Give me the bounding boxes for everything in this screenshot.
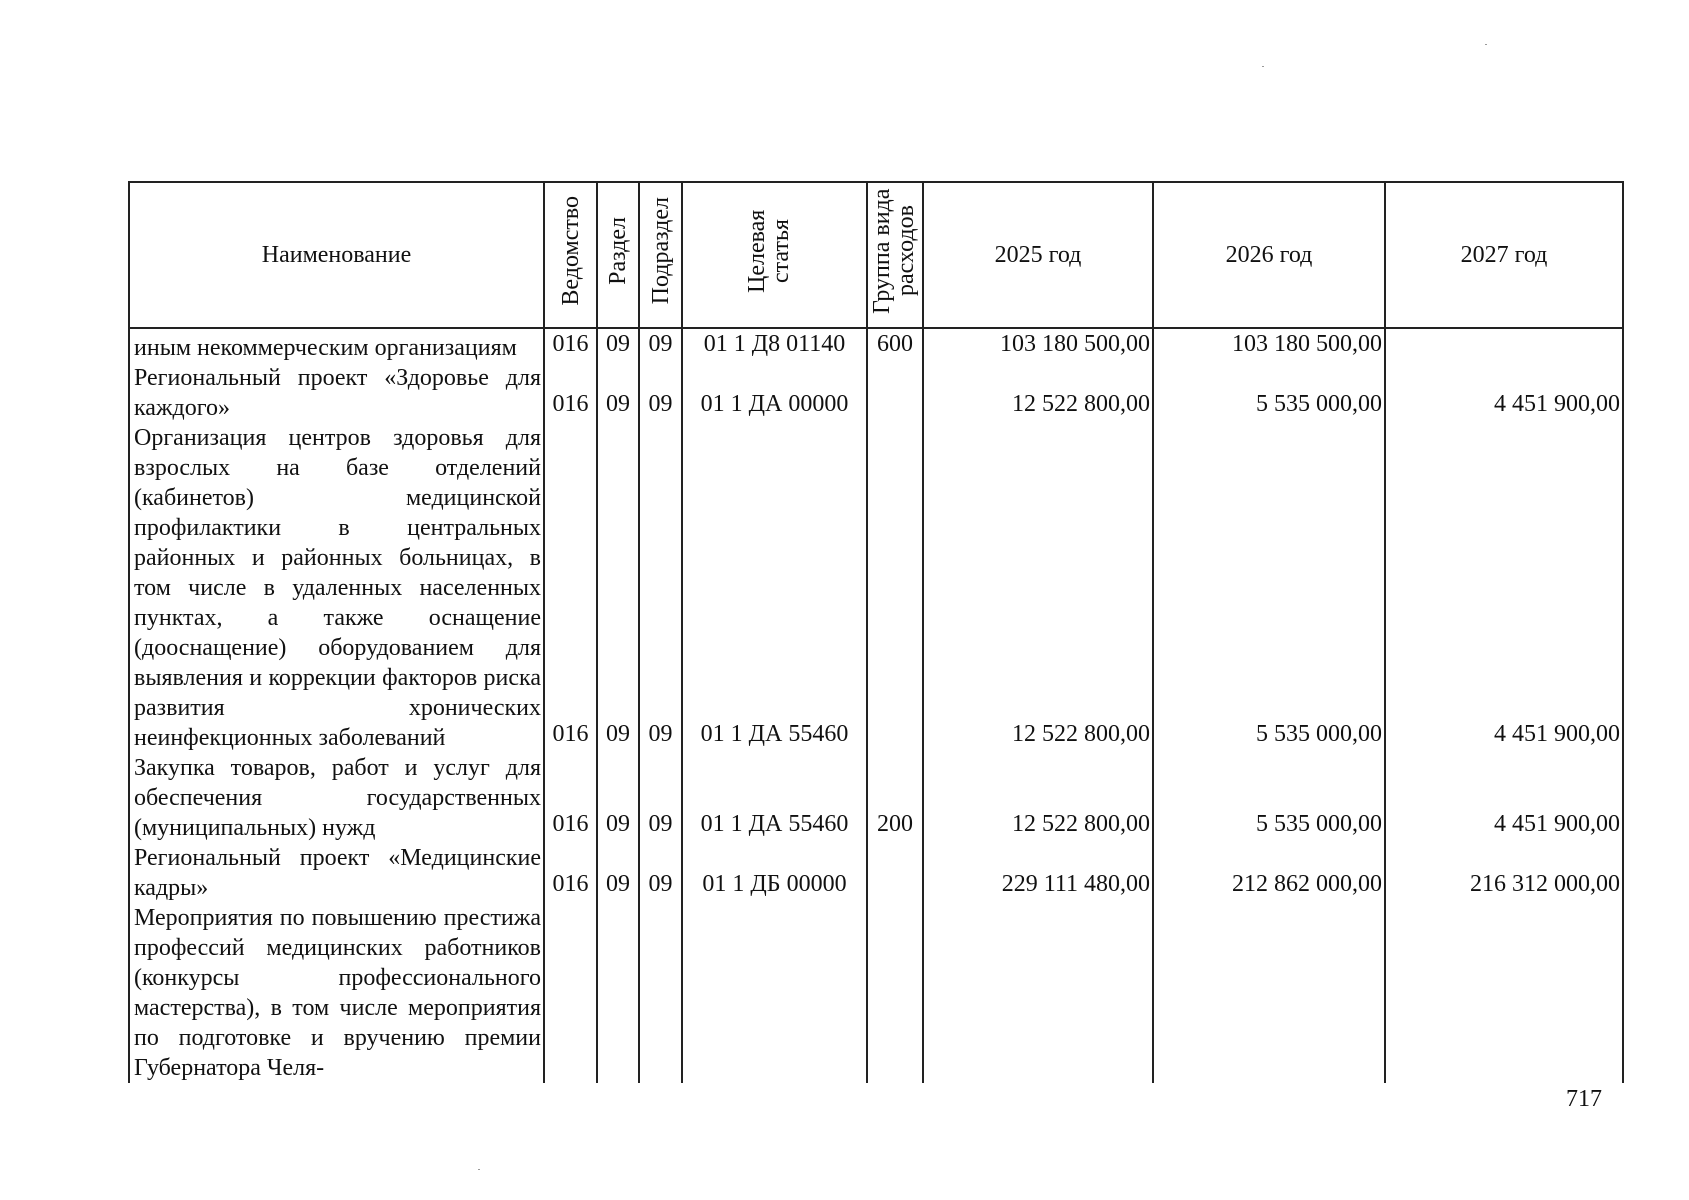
page-number: 717 [1566,1086,1602,1112]
row-razdel [597,903,639,1083]
row-expense-group [867,903,923,1083]
row-name: иным некоммерческим организациям [129,328,544,363]
row-vedomstvo: 016 [544,843,597,903]
row-podrazdel: 09 [639,423,682,753]
row-name: Региональный проект «Здоровье для каждого» [129,363,544,423]
row-amount-2026: 5 535 000,00 [1153,753,1385,843]
row-amount-2025 [923,903,1153,1083]
scan-speck [1485,44,1487,45]
row-expense-group: 200 [867,753,923,843]
row-amount-2025: 12 522 800,00 [923,363,1153,423]
row-amount-2027: 4 451 900,00 [1385,753,1623,843]
row-podrazdel: 09 [639,363,682,423]
row-vedomstvo: 016 [544,423,597,753]
row-amount-2027 [1385,328,1623,363]
row-razdel: 09 [597,753,639,843]
table-header-row [129,182,1623,328]
row-vedomstvo: 016 [544,753,597,843]
header-year-2026: 2026 год [1153,182,1385,328]
header-year-2025: 2025 год [923,182,1153,328]
header-year-2027: 2027 год [1385,182,1623,328]
row-amount-2026: 212 862 000,00 [1153,843,1385,903]
row-name: Организация центров здоровья для взрослых на базе отделений (кабинетов) медицинской профилактики в центральных районных и районных больницах, в том числе в удаленных населенных пунктах, а также оснащение (дооснащение) оборудованием для выявления и коррекции факторов риска развития хронических неинфекционных заболеваний [129,423,544,753]
header-podrazdel: Подраздел [639,182,682,328]
row-target-article: 01 1 ДБ 00000 [682,843,867,903]
table-row [129,363,1623,423]
row-amount-2026: 103 180 500,00 [1153,328,1385,363]
table-row [129,753,1623,843]
row-name: Региональный проект «Медицинские кадры» [129,843,544,903]
row-vedomstvo [544,903,597,1083]
row-podrazdel: 09 [639,328,682,363]
row-amount-2025: 12 522 800,00 [923,753,1153,843]
row-vedomstvo: 016 [544,328,597,363]
row-expense-group: 600 [867,328,923,363]
header-target-article: Целевая статья [682,182,867,328]
scan-speck [478,1169,480,1170]
header-name: Наименование [129,182,544,328]
table-row [129,843,1623,903]
header-razdel: Раздел [597,182,639,328]
row-amount-2027 [1385,903,1623,1083]
row-name: Закупка товаров, работ и услуг для обеспечения государственных (муниципальных) нужд [129,753,544,843]
row-target-article [682,903,867,1083]
row-amount-2026: 5 535 000,00 [1153,363,1385,423]
row-expense-group [867,423,923,753]
row-name: Мероприятия по повышению престижа профессий медицинских работников (конкурсы профессионального мастерства), в том числе мероприятия по подготовке и вручению премии Губернатора Челя- [129,903,544,1083]
row-amount-2026: 5 535 000,00 [1153,423,1385,753]
row-podrazdel: 09 [639,843,682,903]
row-target-article: 01 1 ДА 55460 [682,753,867,843]
row-amount-2027: 4 451 900,00 [1385,423,1623,753]
row-amount-2025: 103 180 500,00 [923,328,1153,363]
row-vedomstvo: 016 [544,363,597,423]
row-target-article: 01 1 ДА 55460 [682,423,867,753]
row-amount-2025: 229 111 480,00 [923,843,1153,903]
row-razdel: 09 [597,363,639,423]
row-amount-2025: 12 522 800,00 [923,423,1153,753]
table-row [129,423,1623,753]
row-expense-group [867,843,923,903]
budget-table [128,181,1624,1083]
row-razdel: 09 [597,843,639,903]
row-expense-group [867,363,923,423]
row-podrazdel: 09 [639,753,682,843]
header-vedomstvo: Ведомство [544,182,597,328]
row-amount-2027: 216 312 000,00 [1385,843,1623,903]
row-razdel: 09 [597,423,639,753]
table-row [129,903,1623,1083]
table-row [129,328,1623,363]
budget-table-container [128,181,1622,1083]
scan-speck [1262,66,1264,67]
row-amount-2027: 4 451 900,00 [1385,363,1623,423]
row-podrazdel [639,903,682,1083]
header-expense-group: Группа вида расходов [867,182,923,328]
row-target-article: 01 1 Д8 01140 [682,328,867,363]
row-target-article: 01 1 ДА 00000 [682,363,867,423]
row-razdel: 09 [597,328,639,363]
row-amount-2026 [1153,903,1385,1083]
